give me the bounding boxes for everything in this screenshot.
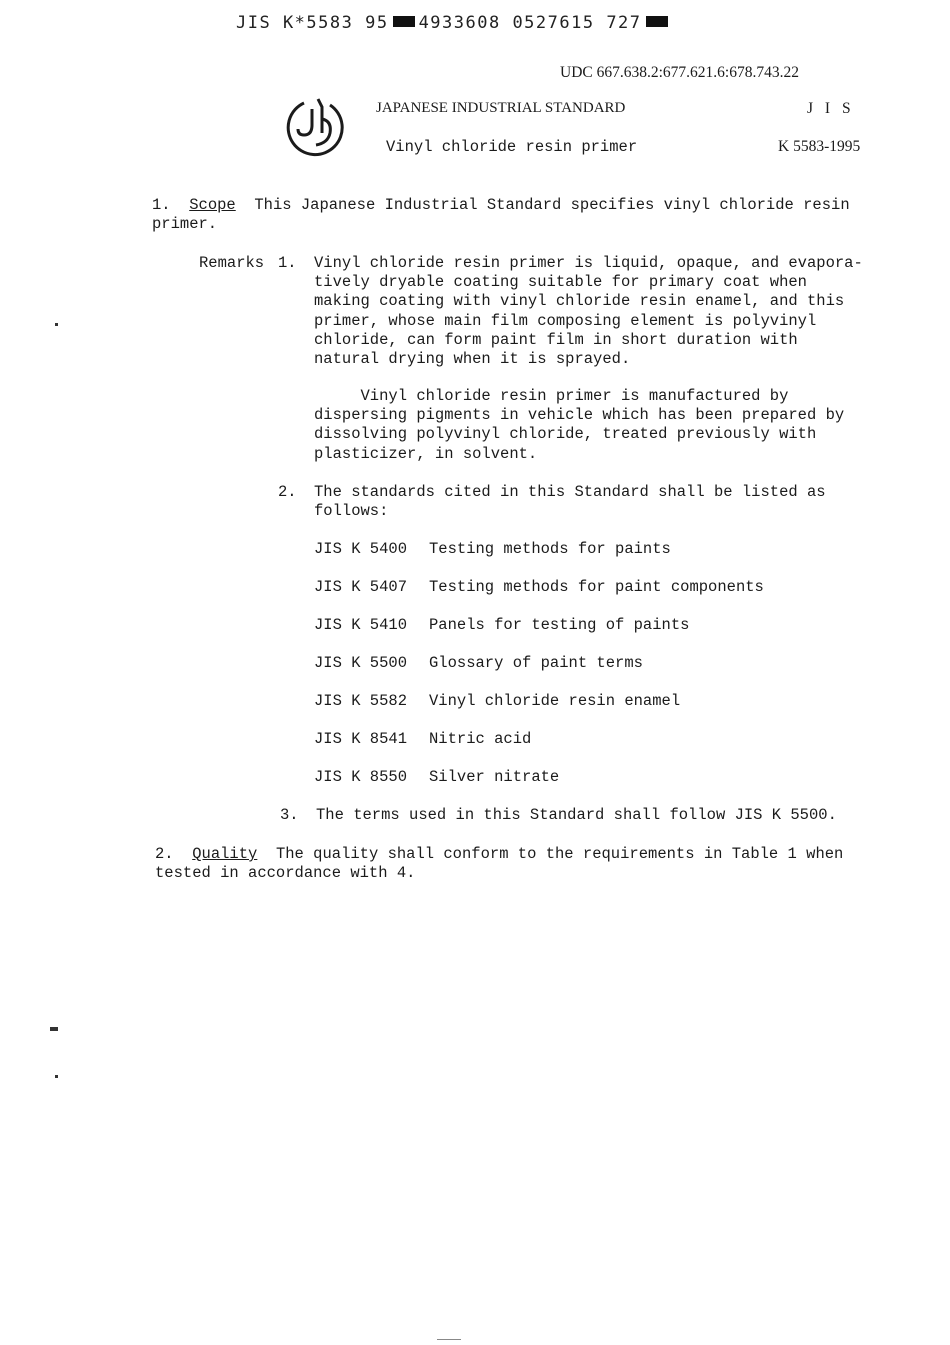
cited-standard-row <box>314 540 671 558</box>
cited-standard-row <box>314 692 680 710</box>
remark-2-text: The standards cited in this Standard shall be listed as follows: <box>314 483 826 521</box>
remark-1-paragraph-1: Vinyl chloride resin primer is liquid, opaque, and evapora- tively dryable coating suitable for primary coat when making coating with vinyl chloride resin enamel, and this primer, whose main film composing element is polyvinyl chloride, can form paint film in short duration with natural drying when it is sprayed. <box>314 254 863 369</box>
cited-standard-code: JIS K 5410 <box>314 616 408 634</box>
jis-logo-icon <box>282 95 346 157</box>
scan-speck <box>55 323 58 326</box>
remark-1-paragraph-2: Vinyl chloride resin primer is manufactured by dispersing pigments in vehicle which has been prepared by dissolving polyvinyl chloride, treated previously with plasticizer, in solvent. <box>314 387 845 463</box>
jis-label: J I S <box>807 100 855 117</box>
remark-number-3: 3. <box>280 806 299 824</box>
cited-standard-row <box>314 578 764 596</box>
quality-text-line1: The quality shall conform to the requirements in Table 1 when <box>275 845 844 863</box>
cited-standard-row <box>314 654 643 672</box>
cited-standard-title: Testing methods for paints <box>429 540 671 558</box>
scan-speck <box>437 1339 461 1340</box>
cited-standard-code: JIS K 5582 <box>314 692 408 710</box>
scope-text-line2: primer. <box>152 215 218 234</box>
cited-standard-code: JIS K 8550 <box>314 768 408 786</box>
section-quality <box>155 845 843 883</box>
cited-standard-code: JIS K 8541 <box>314 730 408 748</box>
remark-3-text: The terms used in this Standard shall follow JIS K 5500. <box>316 806 837 824</box>
remark-number-1: 1. <box>278 254 297 272</box>
cited-standard-title: Testing methods for paint components <box>429 578 764 596</box>
document-title: Vinyl chloride resin primer <box>386 138 638 156</box>
cited-standard-code: JIS K 5407 <box>314 578 408 596</box>
remark-number-2: 2. <box>278 483 297 501</box>
cited-standard-row <box>314 768 559 786</box>
cited-standard-row <box>314 616 689 634</box>
section-number: 2. <box>155 845 174 863</box>
document-number: K 5583-1995 <box>778 138 861 155</box>
catalog-code-line <box>236 13 672 33</box>
section-scope <box>152 196 892 234</box>
scope-text-line1: This Japanese Industrial Standard specifies vinyl chloride resin <box>254 196 850 214</box>
section-heading-quality: Quality <box>192 845 258 863</box>
remarks-label: Remarks <box>199 254 265 272</box>
cited-standard-row <box>314 730 531 748</box>
section-heading-scope: Scope <box>189 196 236 214</box>
cited-standard-title: Nitric acid <box>429 730 532 748</box>
catalog-code-a: JIS K*5583 95 <box>236 13 389 33</box>
udc-classification: UDC 667.638.2:677.621.6:678.743.22 <box>560 64 799 81</box>
cited-standard-title: Vinyl chloride resin enamel <box>429 692 681 710</box>
scan-speck <box>50 1027 58 1031</box>
cited-standard-code: JIS K 5500 <box>314 654 408 672</box>
black-bar-mark <box>646 16 668 27</box>
quality-text-line2: tested in accordance with 4. <box>155 864 416 883</box>
catalog-code-b: 4933608 0527615 727 <box>418 13 642 33</box>
scan-speck <box>55 1075 58 1078</box>
black-bar-mark <box>393 16 415 27</box>
cited-standard-code: JIS K 5400 <box>314 540 408 558</box>
standard-title: JAPANESE INDUSTRIAL STANDARD <box>376 100 626 116</box>
cited-standard-title: Panels for testing of paints <box>429 616 690 634</box>
cited-standard-title: Silver nitrate <box>429 768 560 786</box>
section-number: 1. <box>152 196 171 214</box>
cited-standard-title: Glossary of paint terms <box>429 654 643 672</box>
